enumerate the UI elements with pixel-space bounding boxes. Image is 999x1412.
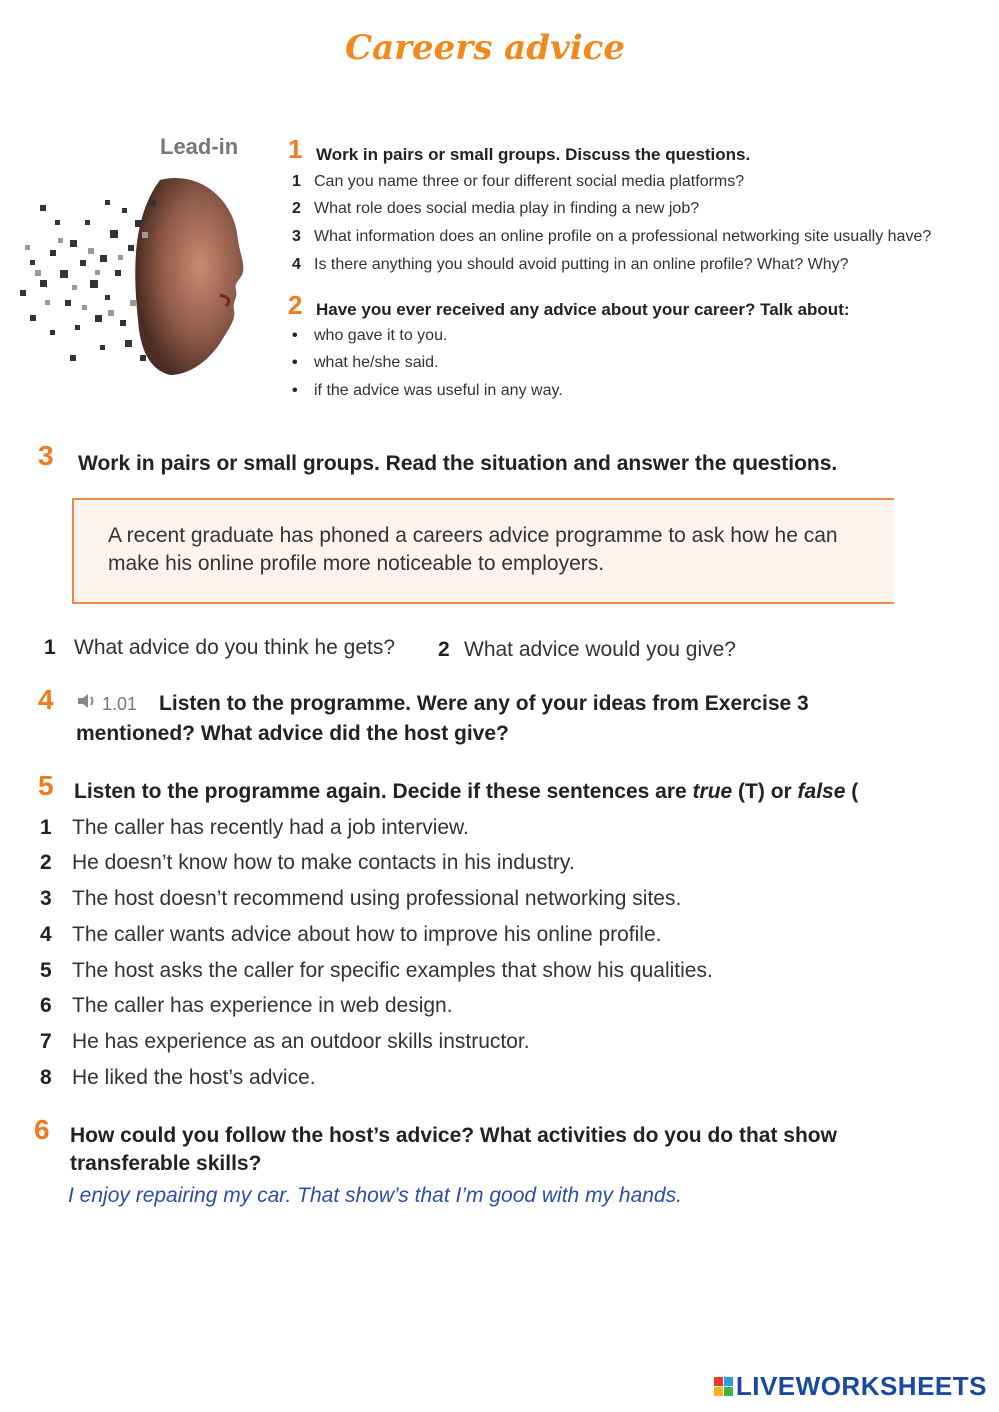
exercise-4-heading: 1.01 Listen to the programme. Were any of your ideas from Exercise 3	[76, 692, 809, 716]
exercise-6-example-answer: I enjoy repairing my car. That show’s that I’m good with my hands.	[68, 1184, 682, 1207]
exercise-3-heading: Work in pairs or small groups. Read the situation and answer the questions.	[78, 452, 838, 475]
list-item: 3 The host doesn’t recommend using professional networking sites.	[40, 887, 682, 910]
exercise-3-question-1: 1 What advice do you think he gets?	[44, 636, 396, 659]
list-item: 8 He liked the host’s advice.	[40, 1066, 316, 1089]
exercise-1-number: 1	[288, 134, 303, 164]
list-item: 6 The caller has experience in web design.	[40, 994, 453, 1017]
exercise-2-bullet: • what he/she said.	[292, 354, 439, 371]
list-item: 5 The host asks the caller for specific examples that show his qualities.	[40, 959, 713, 982]
list-item: 2 He doesn’t know how to make contacts in his industry.	[40, 851, 575, 874]
exercise-6-heading: How could you follow the host’s advice? What activities do you do that show	[70, 1124, 837, 1147]
exercise-1-heading: Work in pairs or small groups. Discuss the questions.	[316, 145, 751, 164]
pixelated-face-image	[10, 160, 250, 390]
list-item: 1 The caller has recently had a job interview.	[40, 816, 469, 839]
lead-in-label: Lead-in	[160, 134, 239, 159]
page-title: Careers advice	[345, 28, 625, 68]
list-item: 7 He has experience as an outdoor skills instructor.	[40, 1030, 530, 1053]
situation-text: A recent graduate has phoned a careers advice programme to ask how he can make his online profile more noticeable to employers.	[108, 524, 838, 575]
exercise-1-item: 4 Is there anything you should avoid putting in an online profile? What? Why?	[292, 256, 849, 273]
audio-track-number: 1.01	[102, 694, 138, 714]
exercise-1-item: 1 Can you name three or four different social media platforms?	[292, 173, 745, 190]
exercise-2-bullet: • who gave it to you.	[292, 327, 448, 344]
audio-speaker-icon[interactable]	[76, 692, 98, 716]
exercise-1-item: 3 What information does an online profile on a professional networking site usually have?	[292, 228, 932, 245]
exercise-2-heading: Have you ever received any advice about your career? Talk about:	[316, 300, 850, 319]
exercise-6-heading-line-2: transferable skills?	[70, 1152, 262, 1175]
list-item: 4 The caller wants advice about how to improve his online profile.	[40, 923, 662, 946]
exercise-1-item: 2 What role does social media play in finding a new job?	[292, 200, 700, 217]
exercise-2-bullet: • if the advice was useful in any way.	[292, 382, 563, 399]
exercise-5-number: 5	[38, 770, 54, 801]
exercise-3-question-2: 2 What advice would you give?	[438, 638, 736, 661]
exercise-4-heading-line-2: mentioned? What advice did the host give?	[76, 722, 509, 745]
exercise-3-number: 3	[38, 440, 54, 471]
liveworksheets-logo-icon	[714, 1377, 733, 1396]
exercise-2-number: 2	[288, 290, 303, 320]
exercise-6-number: 6	[34, 1114, 50, 1145]
exercise-5-heading: Listen to the programme again. Decide if these sentences are true (T) or false (	[74, 780, 859, 803]
liveworksheets-logo: LIVEWORKSHEETS	[714, 1371, 987, 1402]
exercise-4-number: 4	[38, 684, 54, 715]
